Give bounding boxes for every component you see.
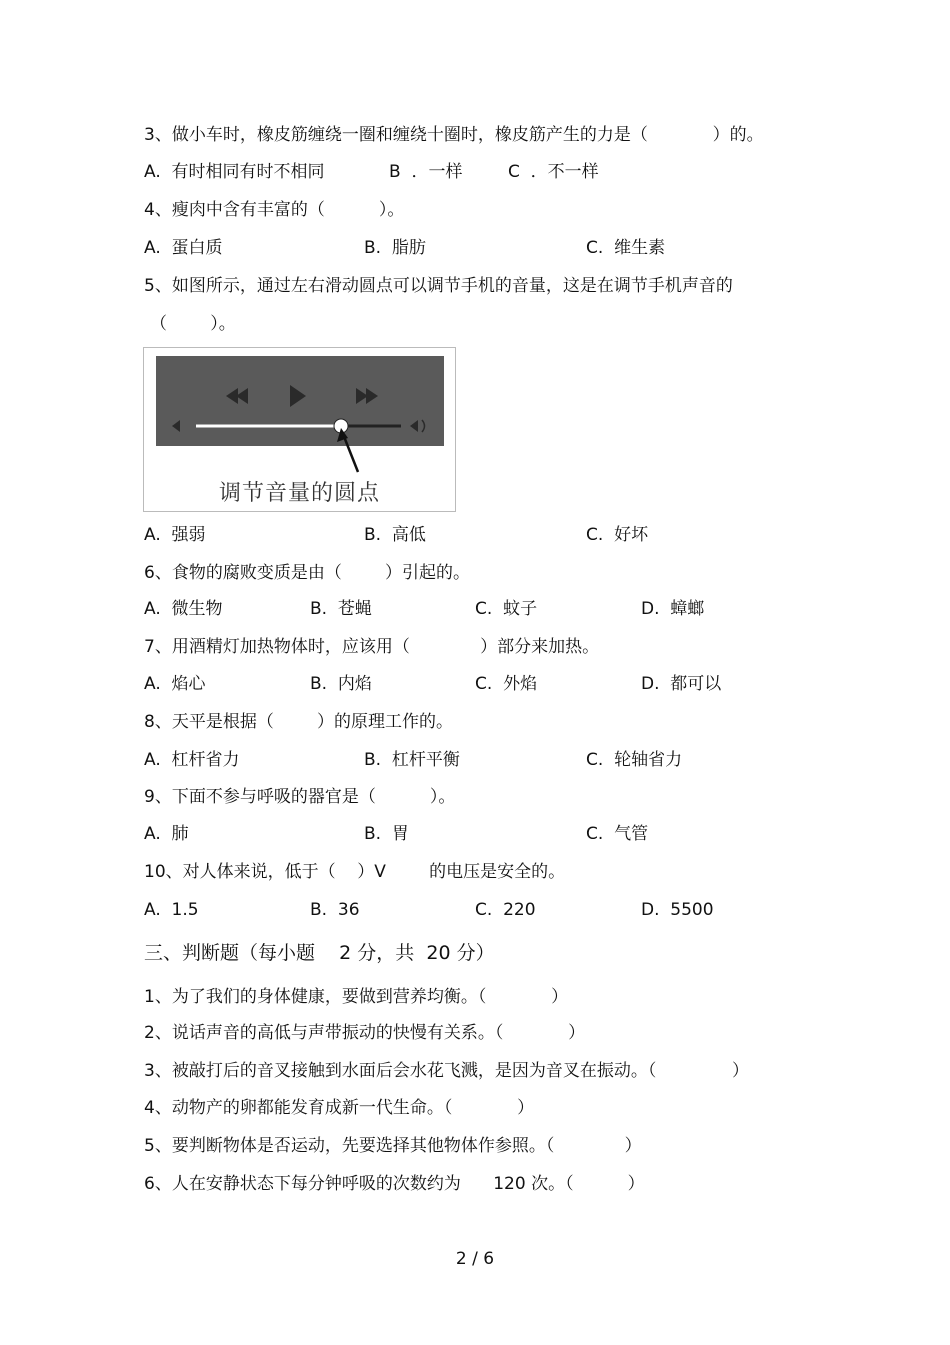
judgement-item: 2、说话声音的高低与声带振动的快慢有关系。（ ） (144, 1023, 586, 1043)
question-6-option-d: D. 蟑螂 (641, 599, 705, 619)
question-7-option-b: B. 内焰 (310, 674, 372, 694)
question-8-option-a: A. 杠杆省力 (144, 750, 240, 770)
judgement-item: 4、动物产的卵都能发育成新一代生命。（ ） (144, 1098, 535, 1118)
question-7-stem: 7、用酒精灯加热物体时，应该用（ ）部分来加热。 (144, 637, 600, 657)
question-3-option-b: B ．一样 (389, 162, 463, 182)
question-8-option-b: B. 杠杆平衡 (364, 750, 460, 770)
question-5-option-b: B. 高低 (364, 525, 426, 545)
question-4-option-b: B. 脂肪 (364, 238, 426, 258)
question-4-option-a: A. 蛋白质 (144, 238, 223, 258)
question-6-stem: 6、食物的腐败变质是由（ ）引起的。 (144, 563, 471, 583)
question-5-stem: 5、如图所示，通过左右滑动圆点可以调节手机的音量，这是在调节手机声音的 (144, 276, 733, 296)
question-10-option-b: B. 36 (310, 900, 360, 920)
question-7-option-d: D. 都可以 (641, 674, 722, 694)
question-9-option-c: C. 气管 (586, 824, 649, 844)
question-5-stem-continued: （ ）。 (150, 314, 236, 334)
question-3-stem: 3、做小车时，橡皮筋缠绕一圈和缠绕十圈时，橡皮筋产生的力是（ ）的。 (144, 125, 764, 145)
question-9-option-b: B. 胃 (364, 824, 409, 844)
pointer-arrow-icon (337, 428, 358, 472)
question-3-option-a: A. 有时相同有时不相同 (144, 162, 325, 182)
question-9-stem: 9、下面不参与呼吸的器官是（ ）。 (144, 787, 456, 807)
question-4-stem: 4、瘦肉中含有丰富的（ ）。 (144, 200, 405, 220)
question-5-option-c: C. 好坏 (586, 525, 649, 545)
judgement-item: 1、为了我们的身体健康，要做到营养均衡。（ ） (144, 987, 569, 1007)
question-10-stem: 10、对人体来说，低于（ ）V 的电压是安全的。 (144, 862, 566, 882)
question-8-option-c: C. 轮轴省力 (586, 750, 683, 770)
page-indicator: 2 / 6 (455, 1249, 495, 1269)
volume-slider-figure (143, 347, 456, 512)
question-4-option-c: C. 维生素 (586, 238, 666, 258)
question-10-option-c: C. 220 (475, 900, 536, 920)
question-10-option-a: A. 1.5 (144, 900, 199, 920)
question-10-option-d: D. 5500 (641, 900, 714, 920)
question-9-option-a: A. 肺 (144, 824, 189, 844)
question-6-option-a: A. 微生物 (144, 599, 223, 619)
judgement-item: 3、被敲打后的音叉接触到水面后会水花飞溅，是因为音叉在振动。（ ） (144, 1061, 749, 1081)
figure-caption: 调节音量的圆点 (218, 481, 380, 506)
question-5-option-a: A. 强弱 (144, 525, 206, 545)
question-3-option-c: C ．不一样 (508, 162, 599, 182)
question-7-option-c: C. 外焰 (475, 674, 538, 694)
question-6-option-b: B. 苍蝇 (310, 599, 372, 619)
question-6-option-c: C. 蚊子 (475, 599, 538, 619)
judgement-item: 6、人在安静状态下每分钟呼吸的次数约为 120 次。（ ） (144, 1174, 645, 1194)
question-7-option-a: A. 焰心 (144, 674, 206, 694)
question-8-stem: 8、天平是根据（ ）的原理工作的。 (144, 712, 454, 732)
section-3-title: 三、判断题（每小题 2 分，共 20 分） (144, 942, 495, 964)
judgement-item: 5、要判断物体是否运动，先要选择其他物体作参照。（ ） (144, 1136, 642, 1156)
